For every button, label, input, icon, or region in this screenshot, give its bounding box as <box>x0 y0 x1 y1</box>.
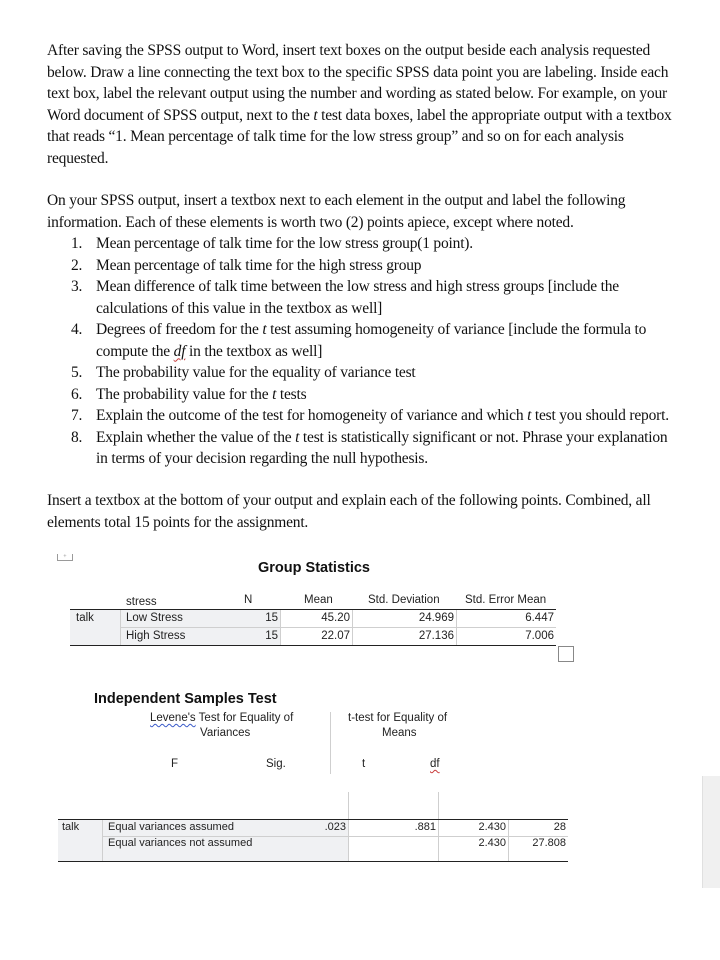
anchor-icon[interactable]: + <box>57 554 73 561</box>
gs-bottom-rule <box>70 645 556 646</box>
instruction-item <box>47 319 672 362</box>
instruction-text: Explain whether the value of the t test is statistically significant or not. Phrase your explanation in terms of your decision regarding the null hypothesis. <box>96 428 668 467</box>
instruction-item <box>47 384 672 406</box>
instructions-lead: On your SPSS output, insert a textbox next to each element in the output and label the following information. Each of these elements is worth two (2) points apiece, except where noted. <box>47 192 626 231</box>
instruction-number: 4. <box>71 321 83 338</box>
col-t: t <box>362 758 366 770</box>
instruction-number: 8. <box>71 428 83 446</box>
ist-cell-f: .023 <box>324 821 346 833</box>
instructions-block <box>47 190 672 470</box>
gs-row-divider <box>120 627 556 628</box>
gs-header-se: Std. Error Mean <box>465 594 547 606</box>
instruction-number: 1. <box>71 235 83 252</box>
gs-header-mean: Mean <box>304 594 333 606</box>
instruction-item <box>47 427 672 470</box>
ist-cell-df: 27.808 <box>532 837 566 849</box>
ist-cell-df: 28 <box>553 821 566 833</box>
gs-cell-group: High Stress <box>126 630 186 642</box>
gs-cell-sd: 24.969 <box>418 612 454 624</box>
ttest-header-line2: Means <box>382 727 417 739</box>
gs-header-stress: stress <box>126 596 157 608</box>
intro-paragraph <box>47 40 672 169</box>
intro-text: After saving the SPSS output to Word, insert text boxes on the output beside each analysis requested below. Draw a line connecting the text box to the specific SPSS data point you are labeling. Inside each text box, label the relevant output using the number and wording as stated below. For example, on your Word document of SPSS output, next to the t test data boxes, label the appropriate output with a textbox that reads “1. Mean percentage of talk time for the low stress group” and so on for each analysis requested. <box>47 42 672 167</box>
instruction-text: Mean difference of talk time between the low stress and high stress groups [include the calculations of this value in the textbox as well] <box>96 278 619 317</box>
ist-cell-sig: .881 <box>414 821 436 833</box>
instruction-item <box>47 233 672 255</box>
instruction-text: The probability value for the t tests <box>96 385 307 403</box>
gs-cell-mean: 45.20 <box>321 612 350 624</box>
ist-gap-vline-2 <box>438 792 439 820</box>
vertical-scrollbar[interactable] <box>702 776 720 888</box>
instruction-text: Mean percentage of talk time for the low stress group(1 point). <box>96 235 473 252</box>
ist-header-divider <box>330 712 331 774</box>
gs-cell-n: 15 <box>265 612 278 624</box>
gs-cell-se: 7.006 <box>525 630 554 642</box>
instruction-item <box>47 362 672 384</box>
ist-gap-vline-1 <box>348 792 349 820</box>
ist-vline-b <box>348 820 349 861</box>
col-df <box>430 758 440 770</box>
ind-test-title: Independent Samples Test <box>94 691 277 707</box>
gs-cell-group: Low Stress <box>126 612 183 624</box>
col-f: F <box>171 758 179 770</box>
levene-word: Levene's <box>150 712 196 724</box>
closing-text: Insert a textbox at the bottom of your output and explain each of the following points. Combined, all elements total 15 points for the assignment. <box>47 492 651 531</box>
ist-vline-c <box>438 820 439 861</box>
group-stats-title: Group Statistics <box>258 560 370 576</box>
col-sig: Sig. <box>266 758 286 770</box>
text-box-handle[interactable] <box>558 646 574 662</box>
instruction-number: 3. <box>71 278 83 295</box>
gs-var-label: talk <box>76 612 94 624</box>
levene-rest: Test for Equality of <box>195 712 294 724</box>
gs-header-n: N <box>244 594 253 606</box>
col-df-text: df <box>430 758 440 770</box>
ist-cell-t: 2.430 <box>478 837 506 849</box>
ist-var-label: talk <box>62 821 80 833</box>
closing-paragraph <box>47 490 672 533</box>
instruction-item <box>47 255 672 277</box>
ist-cell-t: 2.430 <box>478 821 506 833</box>
instruction-number: 7. <box>71 407 83 424</box>
instruction-text: Mean percentage of talk time for the high stress group <box>96 256 422 274</box>
instructions-list <box>47 233 672 470</box>
instruction-number: 2. <box>71 256 83 274</box>
ist-cell-label: Equal variances not assumed <box>108 837 253 849</box>
ttest-header: t-test for Equality of <box>348 712 448 724</box>
instruction-item <box>47 405 672 427</box>
ist-bottom-rule <box>58 861 568 862</box>
ist-vline-a <box>102 820 103 861</box>
levene-header-line2: Variances <box>200 727 251 739</box>
gs-cell-mean: 22.07 <box>321 630 350 642</box>
gs-cell-n: 15 <box>265 630 278 642</box>
instruction-text: Explain the outcome of the test for homogeneity of variance and which t test you should report. <box>96 407 669 424</box>
instruction-text: Degrees of freedom for the t test assuming homogeneity of variance [include the formula to compute the df in the textbox as well] <box>96 321 647 360</box>
instruction-text: The probability value for the equality of variance test <box>96 364 416 381</box>
ist-vline-d <box>508 820 509 861</box>
instruction-item <box>47 276 672 319</box>
instruction-number: 6. <box>71 385 83 403</box>
gs-cell-se: 6.447 <box>525 612 554 624</box>
levene-header <box>150 712 293 724</box>
gs-cell-sd: 27.136 <box>418 630 454 642</box>
gs-header-sd: Std. Deviation <box>368 594 440 606</box>
instruction-number: 5. <box>71 364 83 381</box>
ist-cell-label: Equal variances assumed <box>108 821 234 833</box>
